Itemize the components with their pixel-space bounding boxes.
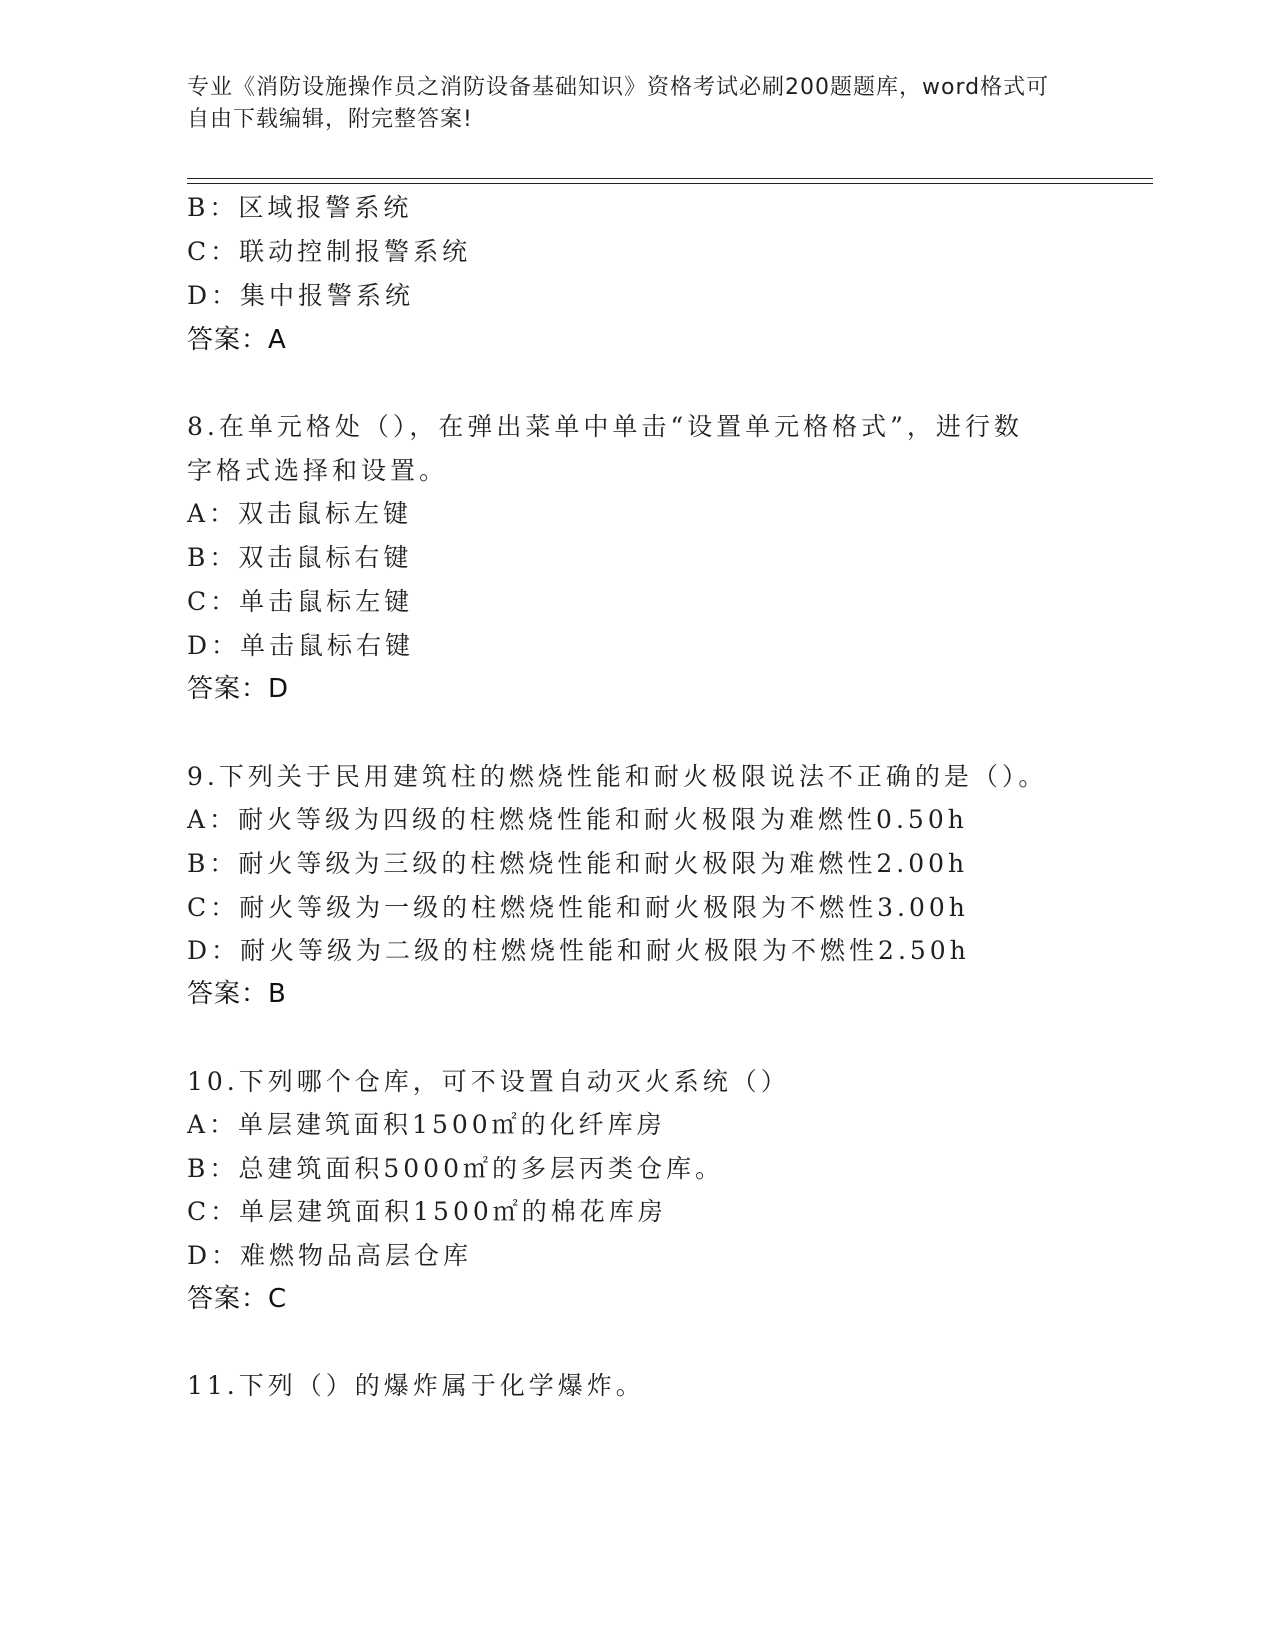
- header-rule-top: [187, 178, 1153, 179]
- q7-option-b: B：区域报警系统: [187, 193, 413, 222]
- q7-option-d: D：集中报警系统: [187, 281, 415, 310]
- q8-option-d: D：单击鼠标右键: [187, 631, 415, 660]
- header-rule-bottom: [187, 183, 1153, 184]
- q10-option-b: B：总建筑面积5000㎡的多层丙类仓库。: [187, 1154, 724, 1183]
- q11-stem: 11.下列（）的爆炸属于化学爆炸。: [187, 1371, 645, 1400]
- q9-answer: 答案：B: [187, 979, 287, 1009]
- q9-option-b: B：耐火等级为三级的柱燃烧性能和耐火极限为难燃性2.00h: [187, 849, 969, 878]
- q10-answer: 答案：C: [187, 1284, 288, 1314]
- q8-stem-line2: 字格式选择和设置。: [187, 456, 449, 485]
- q8-option-c: C：单击鼠标左键: [187, 587, 414, 616]
- document-intro: 专业《消防设施操作员之消防设备基础知识》资格考试必刷200题题库，word格式可自由下载编辑，附完整答案!: [187, 75, 1050, 132]
- q8-option-b: B：双击鼠标右键: [187, 543, 413, 572]
- q9-stem: 9.下列关于民用建筑柱的燃烧性能和耐火极限说法不正确的是（）。: [187, 762, 1048, 791]
- q9-option-d: D：耐火等级为二级的柱燃烧性能和耐火极限为不燃性2.50h: [187, 936, 970, 965]
- q9-option-a: A：耐火等级为四级的柱燃烧性能和耐火极限为难燃性0.50h: [187, 805, 968, 834]
- q7-option-c: C：联动控制报警系统: [187, 237, 472, 266]
- q10-option-d: D：难燃物品高层仓库: [187, 1241, 473, 1270]
- q10-stem: 10.下列哪个仓库，可不设置自动灭火系统（）: [187, 1067, 790, 1096]
- q7-answer: 答案：A: [187, 325, 287, 355]
- q8-answer: 答案：D: [187, 674, 290, 704]
- q10-option-c: C：单层建筑面积1500㎡的棉花库房: [187, 1197, 667, 1226]
- q10-option-a: A：单层建筑面积1500㎡的化纤库房: [187, 1110, 666, 1139]
- q8-option-a: A：双击鼠标左键: [187, 499, 413, 528]
- q8-stem-line1: 8.在单元格处（），在弹出菜单中单击“设置单元格格式”，进行数: [187, 412, 1023, 441]
- q9-option-c: C：耐火等级为一级的柱燃烧性能和耐火极限为不燃性3.00h: [187, 893, 969, 922]
